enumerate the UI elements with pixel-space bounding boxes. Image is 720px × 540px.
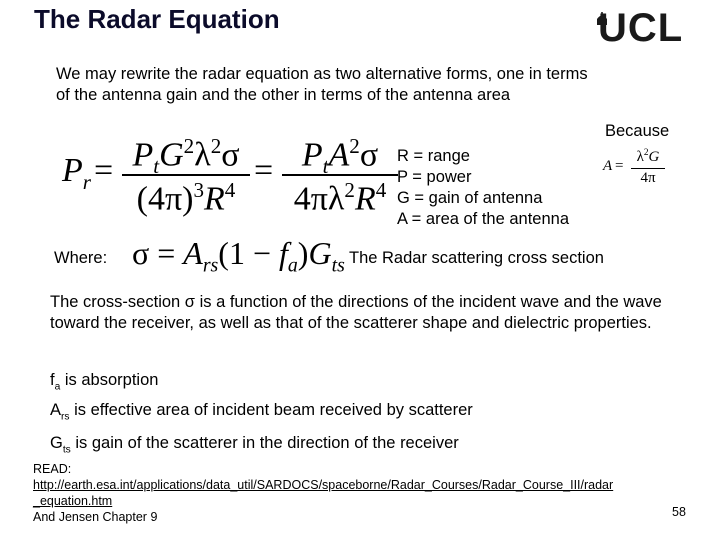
gts-line bbox=[50, 433, 459, 460]
definitions-list bbox=[397, 146, 569, 230]
gts-symbol: G bbox=[50, 434, 63, 452]
gain-fraction: $P_tG^2\lambda^2\sigma$ $(4\pi)^3R^4$ bbox=[122, 134, 250, 218]
ars-line bbox=[50, 400, 473, 427]
equals-sign-2: = bbox=[254, 152, 274, 189]
definition-power: P = power bbox=[397, 168, 472, 186]
area-fraction: $P_tA^2\sigma$ $4\pi\lambda^2R^4$ bbox=[282, 134, 398, 218]
intro-text: We may rewrite the radar equation as two alternative forms, one in terms of the antenna gain and the other in terms of the antenna area bbox=[56, 65, 588, 104]
ars-symbol: A bbox=[50, 401, 62, 419]
reference-link[interactable] bbox=[33, 478, 613, 508]
reading-chapter: And Jensen Chapter 9 bbox=[33, 510, 158, 524]
ars-text: is effective area of incident beam received by scatterer bbox=[69, 401, 473, 419]
absorption-line bbox=[50, 370, 158, 397]
ars-sub: rs bbox=[61, 411, 70, 423]
pr-term: $P_r$ bbox=[62, 152, 91, 194]
reference-link-line1: http://earth.esa.int/applications/data_util/SARDOCS/spaceborne/Radar_Courses/Radar_Course_III/radar bbox=[33, 478, 614, 492]
fa-text: is absorption bbox=[60, 371, 159, 389]
page-number: 58 bbox=[672, 505, 686, 519]
reference-link-line2: _equation.htm bbox=[33, 494, 113, 508]
fa-symbol: f bbox=[50, 371, 55, 389]
definition-range: R = range bbox=[397, 147, 470, 165]
ucl-logo: UCL bbox=[598, 6, 684, 50]
radar-equation bbox=[62, 134, 387, 224]
read-label: READ: bbox=[33, 462, 72, 476]
gts-sub: ts bbox=[62, 444, 71, 456]
equals-sign-1: = bbox=[94, 152, 114, 189]
area-gain-relation: A = $\lambda^2G$ 4π bbox=[603, 146, 693, 190]
definition-area: A = area of the antenna bbox=[397, 210, 570, 228]
cross-section-text: The cross-section σ is a function of the directions of the incident wave and the wave toward the receiver, as well as that of the scatterer shape and dielectric properties. bbox=[50, 293, 662, 332]
because-label: Because bbox=[605, 122, 670, 140]
read-section bbox=[33, 461, 693, 525]
scattering-label: The Radar scattering cross section bbox=[349, 249, 604, 267]
fa-sub: a bbox=[54, 381, 61, 393]
slide-title: The Radar Equation bbox=[34, 4, 280, 34]
gts-text: is gain of the scatterer in the direction of the receiver bbox=[70, 434, 459, 452]
sigma-equation: $\sigma = A_{rs}(1 - f_a)G_{ts}$ bbox=[132, 235, 345, 277]
definition-gain: G = gain of antenna bbox=[397, 189, 543, 207]
where-label: Where: bbox=[54, 249, 108, 267]
